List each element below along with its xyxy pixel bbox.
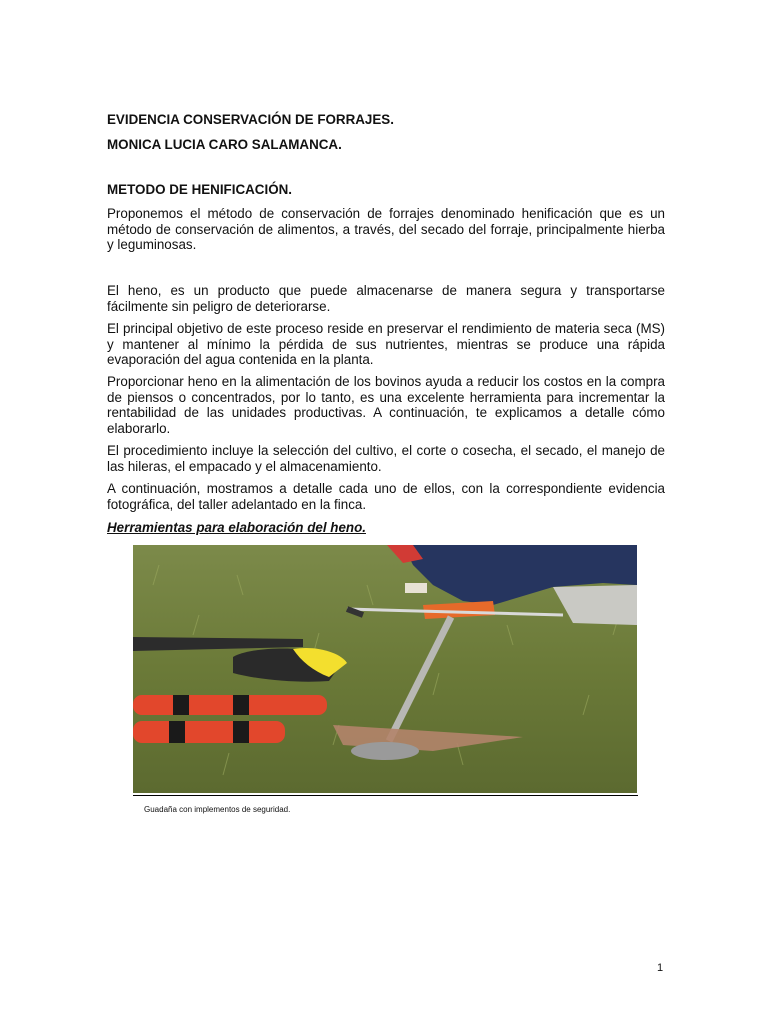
guard-strap-2 <box>233 695 249 715</box>
caption-divider <box>133 795 638 796</box>
photo-caption: Guadaña con implementos de seguridad. <box>144 805 291 814</box>
paragraph-6: A continuación, mostramos a detalle cada uno de ellos, con la correspondiente evidencia fotográfica, del taller adelantado en la finca. <box>107 481 665 512</box>
section-heading: METODO DE HENIFICACIÓN. <box>107 182 292 197</box>
guard-strap-4 <box>233 721 249 743</box>
guard-strap-3 <box>169 721 185 743</box>
red-leg-guard-2 <box>133 721 285 743</box>
document-title: EVIDENCIA CONSERVACIÓN DE FORRAJES. <box>107 112 394 127</box>
guard-strap-1 <box>173 695 189 715</box>
brushcutter-photo <box>133 545 637 793</box>
paragraph-4: Proporcionar heno en la alimentación de los bovinos ayuda a reducir los costos en la compra de piensos o concentrados, por lo tanto, es una excelente herramienta para incrementar la rentabilidad de las unidades productivas. A continuación, te explicamos a detalle cómo elaborarlo. <box>107 374 665 436</box>
paragraph-1: Proponemos el método de conservación de forrajes denominado henificación que es un método de conservación de alimentos, a través, del secado del forraje, principalmente hierba y leguminosas. <box>107 206 665 253</box>
cutting-blade <box>351 742 419 760</box>
document-author: MONICA LUCIA CARO SALAMANCA. <box>107 137 342 152</box>
page-number: 1 <box>657 962 664 974</box>
red-leg-guard-1 <box>133 695 327 715</box>
small-object <box>405 583 427 593</box>
paragraph-3: El principal objetivo de este proceso reside en preservar el rendimiento de materia seca (MS) y mantener al mínimo la pérdida de sus nutrientes, mientras se produce una rápida evaporación del agua contenida en la planta. <box>107 321 665 368</box>
paragraph-5: El procedimiento incluye la selección del cultivo, el corte o cosecha, el secado, el manejo de las hileras, el empacado y el almacenamiento. <box>107 443 665 474</box>
tools-heading: Herramientas para elaboración del heno. <box>107 520 366 535</box>
paragraph-2: El heno, es un producto que puede almacenarse de manera segura y transportarse fácilmente sin peligro de deteriorarse. <box>107 283 665 314</box>
